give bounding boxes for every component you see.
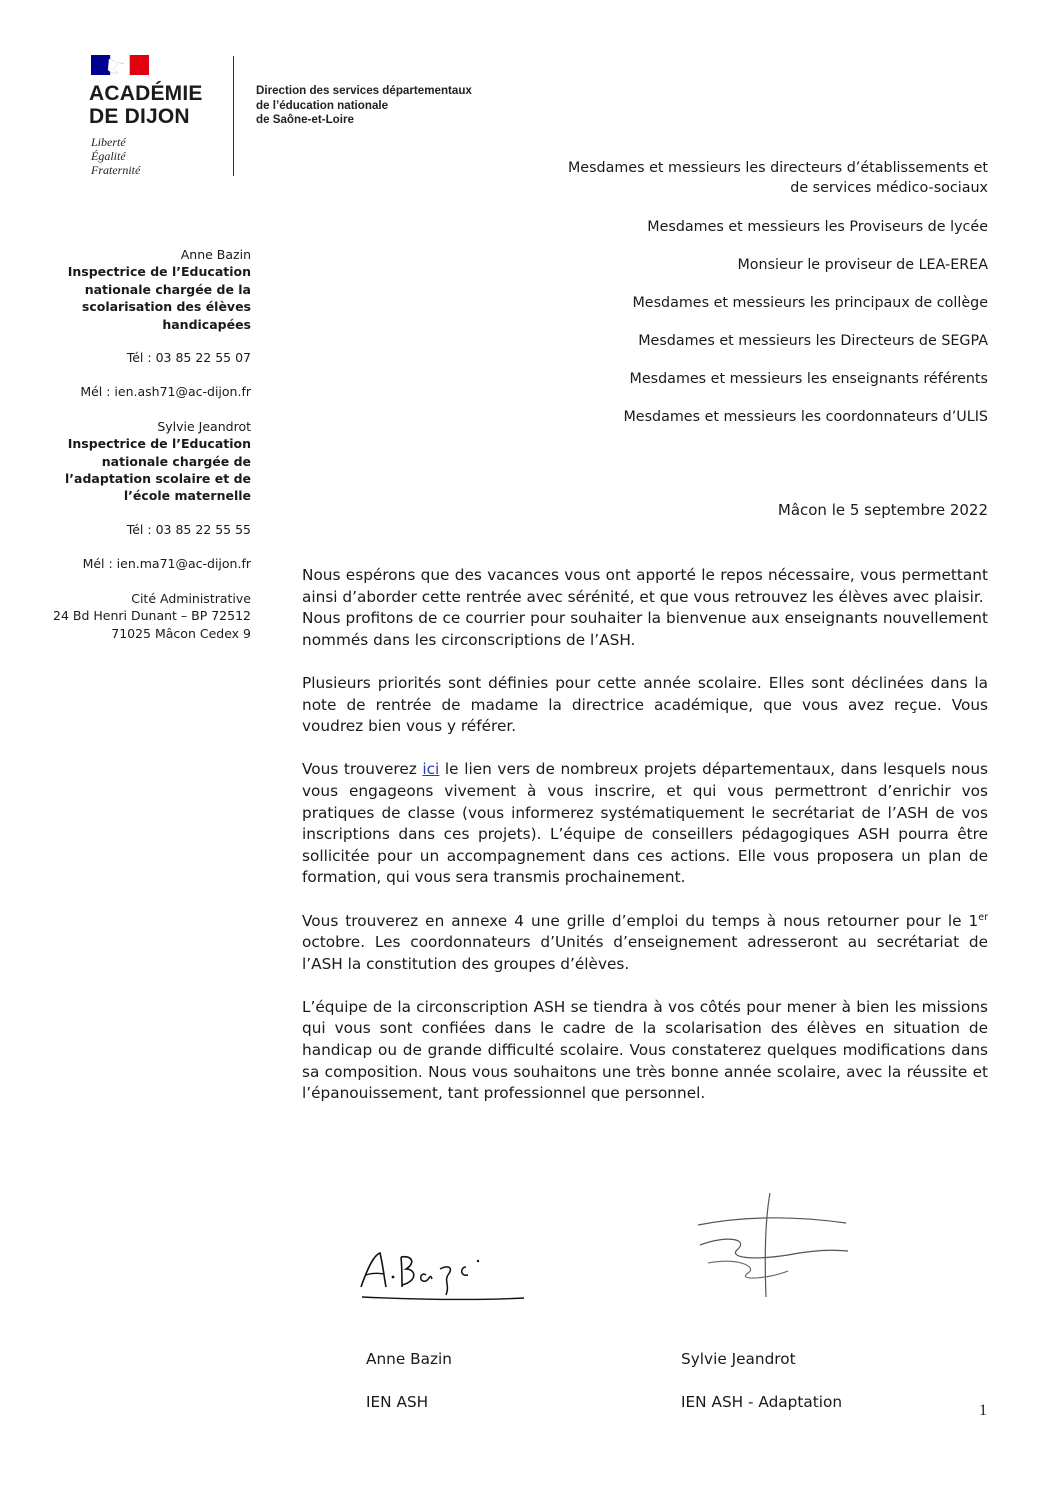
contact2-title-line: l’école maternelle [123,488,251,504]
ordinal-suffix: er [978,911,988,923]
contact2-tel: Tél : 03 85 22 55 55 [126,521,251,537]
direction-line-3: de Saône-et-Loire [256,113,354,126]
signature-sylvie-jeandrot [678,1185,853,1305]
contact1-tel: Tél : 03 85 22 55 07 [126,350,251,366]
signatory-1-name: Anne Bazin [366,1350,452,1368]
logo-line-2: DE DIJON [89,105,190,128]
contact2-title-line: l’adaptation scolaire et de [65,471,251,487]
signatory-2-role: IEN ASH - Adaptation [681,1393,843,1411]
body-text: Vous trouverez en annexe 4 une grille d’emploi du temps à nous retourner pour le 1 [302,911,979,930]
contact2-title-line: nationale chargée de [101,453,251,469]
contact2-mail: Mél : ien.ma71@ac-dijon.fr [82,556,251,572]
recipient: Mesdames et messieurs les principaux de collège [632,295,988,311]
recipient-line: Mesdames et messieurs les directeurs d’établissements et [567,160,988,176]
marianne-flag-logo [91,55,149,75]
recipient: Mesdames et messieurs les Proviseurs de lycée [647,219,988,235]
contact1-name: Anne Bazin [180,247,251,262]
projects-link[interactable]: ici [422,760,440,779]
body-paragraph: Nous profitons de ce courrier pour souhaiter la bienvenue aux enseignants nouvellement nommés dans les circonscriptions de l’ASH. [302,609,988,649]
contact1-mail: Mél : ien.ash71@ac-dijon.fr [80,384,251,400]
direction-label [256,84,472,128]
body-paragraph: Plusieurs priorités sont définies pour cette année scolaire. Elles sont déclinées dans la note de rentrée de madame la directrice académique, que vous avez reçue. Vous voudrez bien vous y référer. [302,673,988,736]
contact1-title-line: Inspectrice de l’Education [67,264,251,280]
motto-fraternite: Fraternité [91,163,141,177]
motto-liberte: Liberté [91,135,126,149]
recipient: Mesdames et messieurs les Directeurs de SEGPA [638,333,988,349]
recipients-block [468,158,988,445]
body-text: le lien vers de nombreux projets départementaux, dans lesquels nous vous engageons vivement à vous inscrire, et qui vous permettront d’enrichir vos pratiques de classe (vous informerez systématiquement le secrétariat de l’ASH de vos inscriptions dans ces projets). L’équipe de conseillers pédagogiques ASH pourra être sollicitée pour un accompagnement dans ces actions. Elle vous proposera un plan de formation, qui vous sera transmis prochainement. [302,760,988,887]
academy-logo-text [89,82,203,128]
signatory-1-role: IEN ASH [366,1393,429,1411]
direction-line-2: de l’éducation nationale [256,98,389,112]
recipient: Mesdames et messieurs les coordonnateurs d’ULIS [623,409,988,425]
recipient: Mesdames et messieurs les enseignants référents [629,371,988,387]
body-paragraph: Nous espérons que des vacances vous ont apporté le repos nécessaire, vous permettant ainsi d’aborder cette rentrée avec sérénité, et que vous retrouvez les élèves avec plaisir. [302,566,988,606]
address-line: 24 Bd Henri Dunant – BP 72512 [53,608,251,624]
letter-date: Mâcon le 5 septembre 2022 [777,501,988,519]
recipient-line: de services médico-sociaux [790,180,988,196]
signature-anne-bazin [356,1245,531,1310]
contact2-name: Sylvie Jeandrot [157,418,251,434]
body-paragraph [302,759,988,889]
sender-sidebar [30,246,251,642]
logo-line-1: ACADÉMIE [89,82,203,105]
signatory-2-name: Sylvie Jeandrot [681,1350,796,1368]
contact1-title-line: nationale chargée de la [84,281,251,297]
address-line: Cité Administrative [131,590,251,606]
recipient: Monsieur le proviseur de LEA-EREA [737,257,988,273]
contact1-title-line: handicapées [162,316,251,332]
republic-motto [91,135,140,177]
page-number: 1 [979,1402,987,1419]
body-text: Vous trouverez [302,760,423,779]
body-paragraph: L’équipe de la circonscription ASH se tiendra à vos côtés pour mener à bien les missions qui vous sont confiées dans le cadre de la scolarisation des élèves en situation de handicap ou de grande difficulté scolaire. Vous constaterez quelques modifications dans sa composition. Nous vous souhaitons une très bonne année scolaire, avec la réussite et l’épanouissement, tant professionnel que personnel. [302,997,988,1103]
body-text: octobre. Les coordonnateurs d’Unités d’enseignement adresseront au secrétariat de l’ASH la constitution des groupes d’élèves. [302,933,988,973]
contact2-title-line: Inspectrice de l’Education [67,436,251,452]
address-line: 71025 Mâcon Cedex 9 [111,625,251,641]
letter-body [302,565,988,1105]
contact1-title-line: scolarisation des élèves [81,299,251,315]
recipient [468,158,988,198]
header-divider [233,56,234,176]
direction-line-1: Direction des services départementaux [256,84,472,97]
motto-egalite: Égalité [91,149,126,163]
body-paragraph [302,911,988,976]
